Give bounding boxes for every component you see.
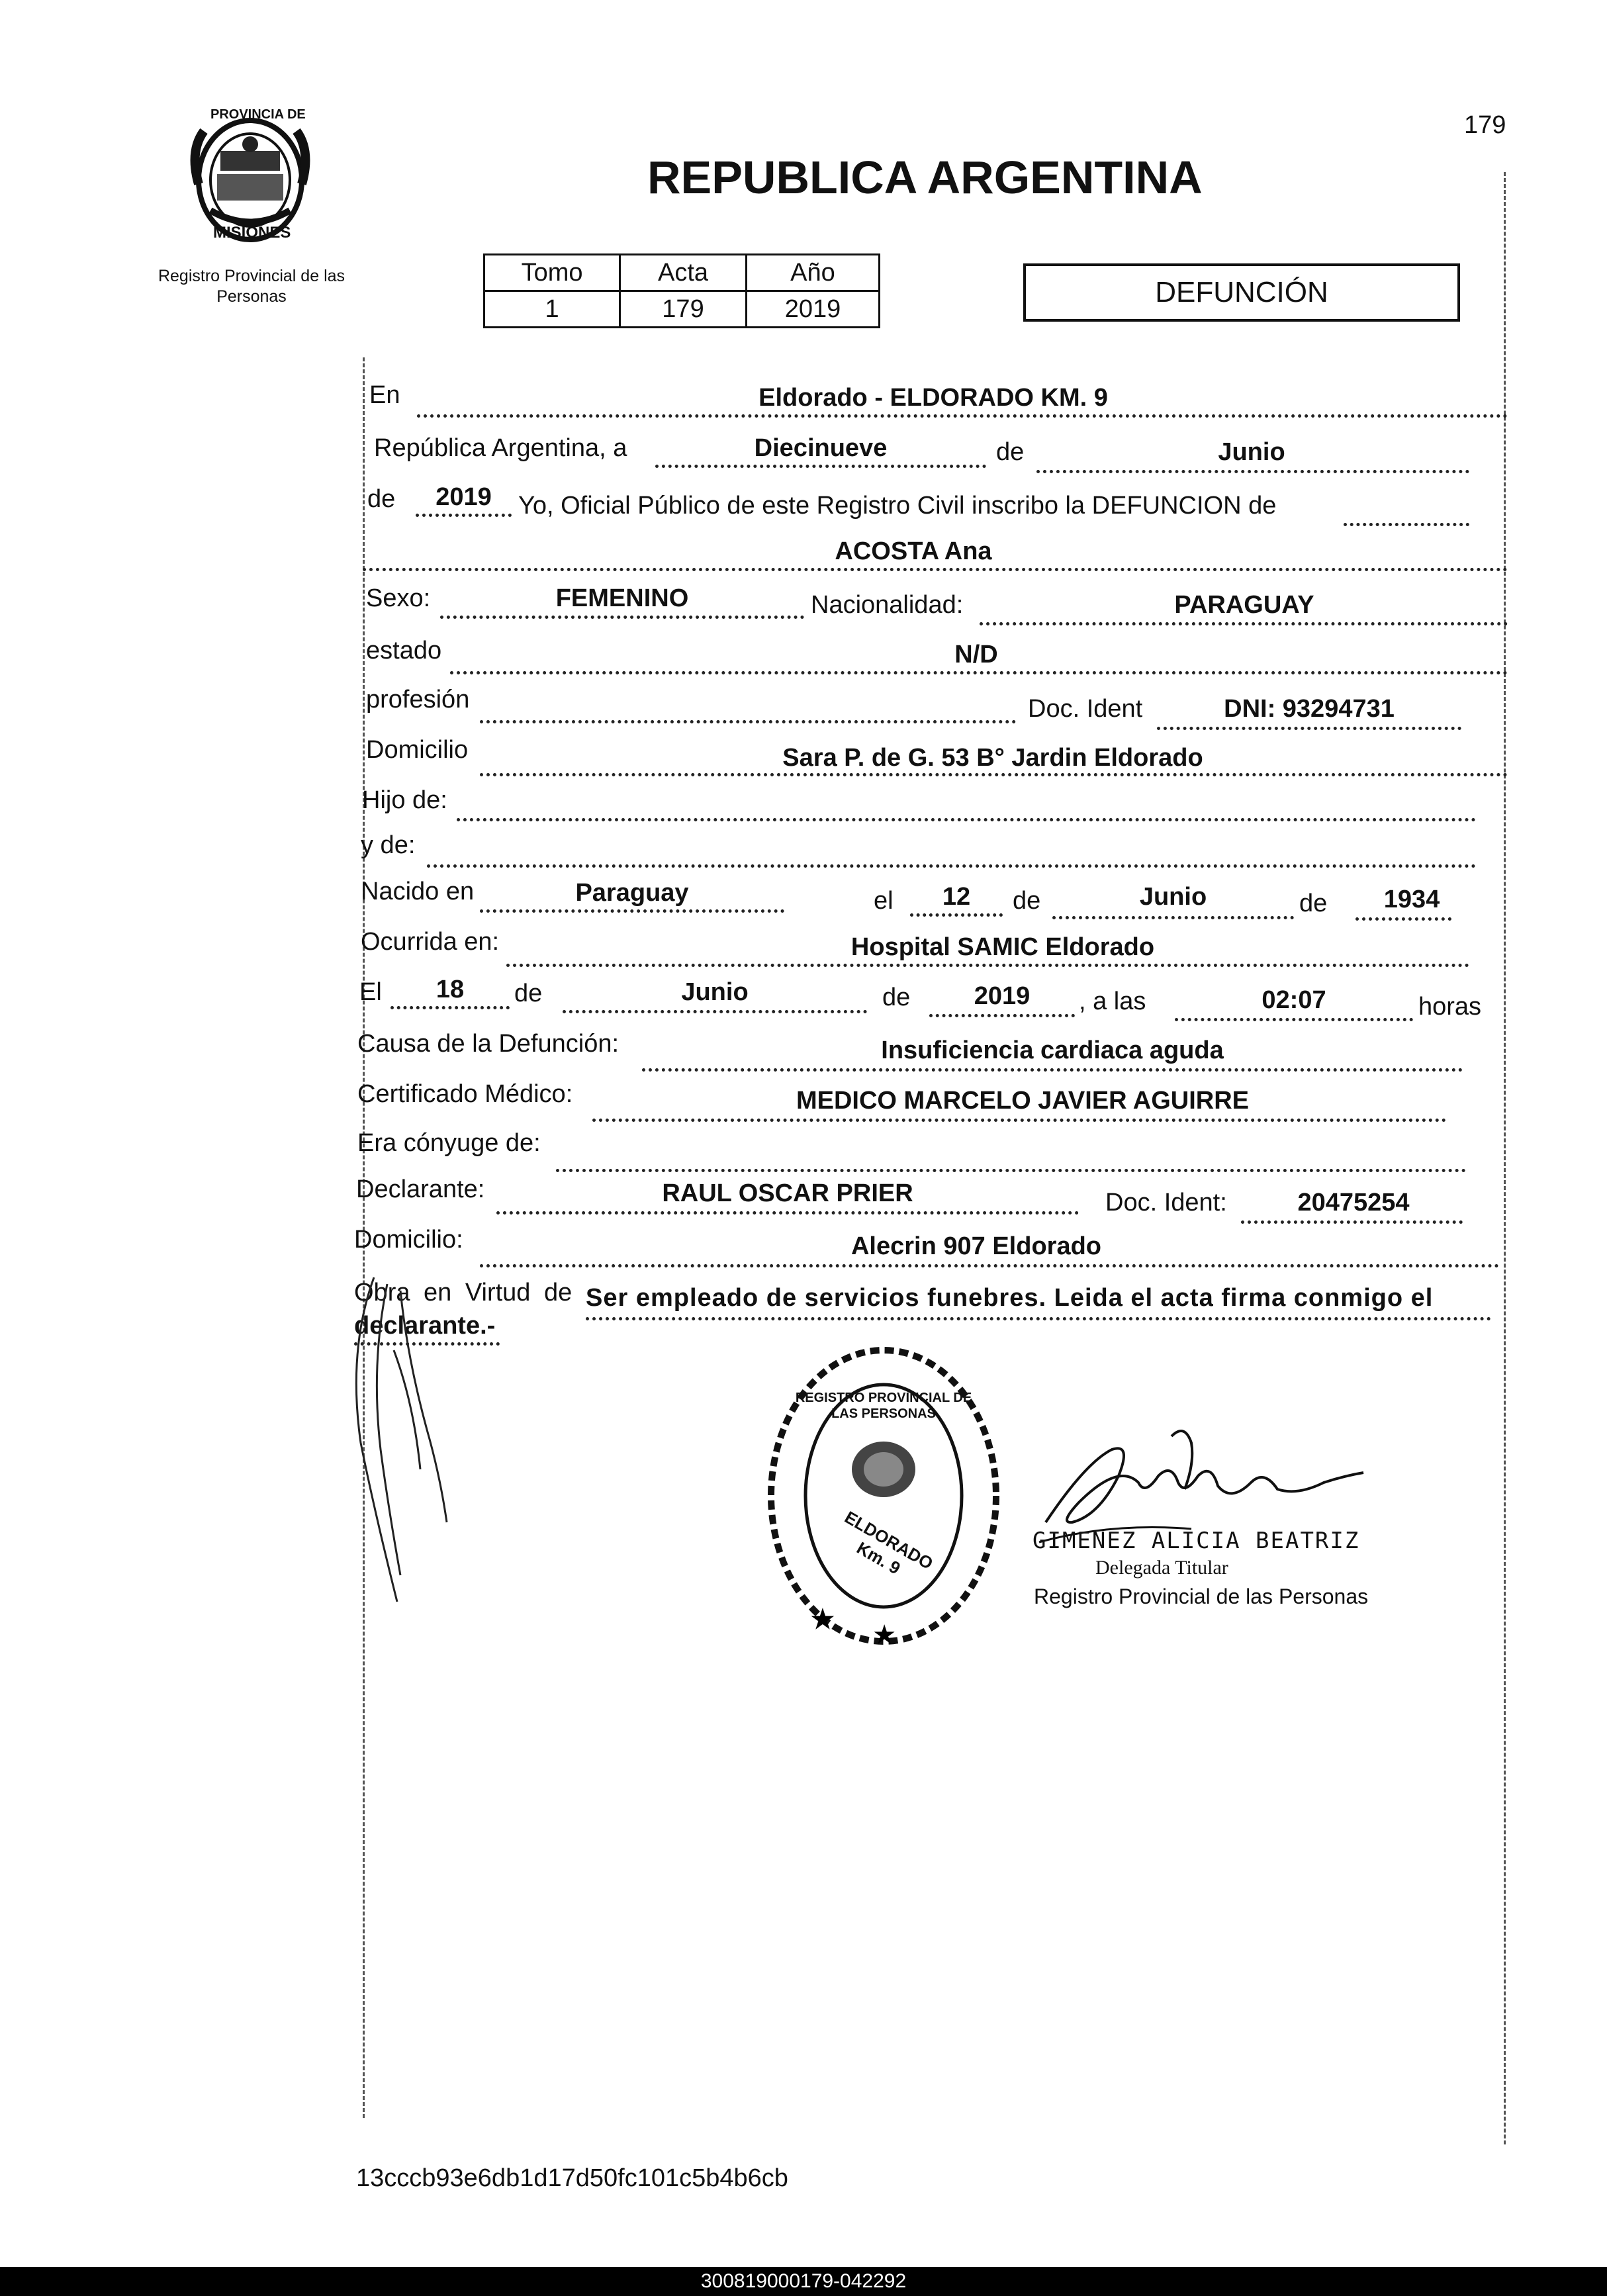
death-time-dotted-line xyxy=(1175,1018,1413,1021)
year-dotted-line xyxy=(416,514,512,517)
table-header-acta: Acta xyxy=(620,255,747,291)
estado-label: estado xyxy=(366,637,442,665)
official-stamp xyxy=(758,1337,1009,1655)
de5-label: de xyxy=(514,980,543,1007)
name-dotted-line xyxy=(363,568,1508,571)
seal-bottom-text: MISIONES xyxy=(213,224,291,242)
republica-label: República Argentina, a xyxy=(374,434,627,462)
svg-text:★: ★ xyxy=(874,1621,895,1648)
yde-dotted-line xyxy=(427,864,1476,868)
year-value: 2019 xyxy=(436,483,492,511)
ocurrida-dotted-line xyxy=(506,964,1469,967)
statement-dotted-line xyxy=(1344,523,1469,526)
domicilio-dotted-line xyxy=(480,773,1508,776)
ocurrida-label: Ocurrida en: xyxy=(361,928,500,956)
hijo-dotted-line xyxy=(457,818,1476,821)
profesion-dotted-line xyxy=(480,720,1016,723)
causa-value: Insuficiencia cardiaca aguda xyxy=(881,1036,1224,1064)
birth-year-dotted-line xyxy=(1355,917,1451,921)
page-title: REPUBLICA ARGENTINA xyxy=(647,152,1203,203)
registry-name: Registro Provincial de las Personas xyxy=(158,267,345,306)
domicilio2-value: Alecrin 907 Eldorado xyxy=(850,1232,1101,1260)
seal-top-text: PROVINCIA DE xyxy=(210,107,306,122)
table-header-ano: Año xyxy=(746,255,879,291)
en-dotted-line xyxy=(417,414,1508,418)
doc-ident-value: DNI: 93294731 xyxy=(1224,695,1395,723)
bottom-barcode-bar xyxy=(0,2267,1607,2296)
estado-dotted-line xyxy=(450,671,1508,674)
en-label: En xyxy=(369,381,400,409)
birth-day: 12 xyxy=(942,883,971,911)
causa-label: Causa de la Defunción: xyxy=(357,1030,620,1058)
alas-label: , a las xyxy=(1079,987,1146,1015)
sexo-value: FEMENINO xyxy=(555,584,689,612)
svg-text:★: ★ xyxy=(811,1605,835,1634)
horas-label: horas xyxy=(1418,993,1482,1021)
signature-org: Registro Provincial de las Personas xyxy=(1034,1584,1369,1608)
birth-year: 1934 xyxy=(1383,886,1440,913)
hijo-label: Hijo de: xyxy=(362,786,447,814)
obra-value: Ser empleado de servicios funebres. Leida el acta firma conmigo el xyxy=(586,1284,1434,1312)
death-time: 02:07 xyxy=(1262,986,1326,1014)
nacionalidad-label: Nacionalidad: xyxy=(811,591,964,619)
certificado-dotted-line xyxy=(592,1119,1446,1122)
sexo-dotted-line xyxy=(440,616,804,619)
stamp-inner-text: ELDORADO Km. 9 xyxy=(841,1506,937,1579)
de2-label: de xyxy=(367,485,396,513)
conyuge-label: Era cónyuge de: xyxy=(357,1129,541,1157)
profesion-label: profesión xyxy=(366,686,470,713)
declarante-dotted-line xyxy=(496,1211,1079,1215)
death-day-dotted-line xyxy=(390,1006,510,1009)
doc-ident-label: Doc. Ident xyxy=(1028,695,1143,723)
estado-value: N/D xyxy=(954,641,998,668)
domicilio2-label: Domicilio: xyxy=(354,1226,463,1254)
birth-month-dotted-line xyxy=(1052,916,1294,919)
el2-label: El xyxy=(359,978,382,1006)
obra-dotted-line xyxy=(586,1317,1491,1320)
death-year-dotted-line xyxy=(929,1014,1075,1017)
de4-label: de xyxy=(1299,890,1328,917)
yde-label: y de: xyxy=(361,831,416,859)
document-hash: 13cccb93e6db1d17d50fc101c5b4b6cb xyxy=(356,2164,788,2192)
statement-text: Yo, Oficial Público de este Registro Civil inscribo la DEFUNCION de xyxy=(518,492,1277,520)
obra-value-line2: declarante.- xyxy=(354,1312,496,1340)
de3-label: de xyxy=(1013,887,1041,915)
declarante-label: Declarante: xyxy=(356,1175,485,1203)
domicilio2-dotted-line xyxy=(480,1264,1499,1267)
doc2-value: 20475254 xyxy=(1297,1189,1410,1217)
doc2-label: Doc. Ident: xyxy=(1105,1189,1227,1217)
month-dotted-line xyxy=(1036,470,1469,473)
deceased-name: ACOSTA Ana xyxy=(835,537,992,565)
de-label: de xyxy=(996,438,1025,466)
declarante-value: RAUL OSCAR PRIER xyxy=(662,1179,913,1207)
en-value: Eldorado - ELDORADO KM. 9 xyxy=(758,384,1108,412)
day-dotted-line xyxy=(655,465,986,468)
month-value: Junio xyxy=(1218,438,1285,466)
death-month: Junio xyxy=(681,978,749,1006)
el-label: el xyxy=(874,887,894,915)
obra-label: Obra en Virtud de xyxy=(354,1279,573,1307)
sexo-label: Sexo: xyxy=(366,584,431,612)
de6-label: de xyxy=(882,984,911,1011)
record-type-box: DEFUNCIÓN xyxy=(1023,263,1460,322)
registry-table xyxy=(483,253,880,328)
nacionalidad-dotted-line xyxy=(980,622,1508,625)
nacido-value: Paraguay xyxy=(575,879,689,907)
table-value-tomo: 1 xyxy=(484,291,620,328)
nacionalidad-value: PARAGUAY xyxy=(1174,591,1314,619)
barcode-text: 300819000179-042292 xyxy=(700,2270,907,2292)
doc-ident-dotted-line xyxy=(1157,727,1461,730)
conyuge-dotted-line xyxy=(556,1169,1466,1172)
domicilio-label: Domicilio xyxy=(366,736,469,764)
table-header-tomo: Tomo xyxy=(484,255,620,291)
death-year: 2019 xyxy=(974,982,1031,1010)
certificado-value: MEDICO MARCELO JAVIER AGUIRRE xyxy=(796,1087,1250,1115)
signature-name: GIMENEZ ALICIA BEATRIZ xyxy=(1033,1528,1360,1554)
domicilio-value: Sara P. de G. 53 B° Jardin Eldorado xyxy=(782,744,1203,772)
causa-dotted-line xyxy=(642,1068,1463,1072)
ocurrida-value: Hospital SAMIC Eldorado xyxy=(850,933,1155,961)
certificado-label: Certificado Médico: xyxy=(357,1080,573,1108)
doc2-dotted-line xyxy=(1241,1220,1463,1224)
day-value: Diecinueve xyxy=(754,434,888,462)
table-value-ano: 2019 xyxy=(746,291,879,328)
death-month-dotted-line xyxy=(563,1010,867,1013)
birth-month: Junio xyxy=(1139,883,1207,911)
signature-role: Delegada Titular xyxy=(1095,1557,1228,1579)
nacido-dotted-line xyxy=(480,909,784,913)
stamp-ring-text: REGISTRO PROVINCIAL DE LAS PERSONAS xyxy=(795,1391,972,1421)
table-value-acta: 179 xyxy=(620,291,747,328)
margin-pen-strokes xyxy=(334,1271,467,1615)
birth-day-dotted-line xyxy=(910,913,1003,917)
page-number: 179 xyxy=(1464,111,1506,139)
right-scan-edge xyxy=(1504,172,1506,2144)
nacido-label: Nacido en xyxy=(361,878,475,905)
death-day: 18 xyxy=(436,976,465,1003)
